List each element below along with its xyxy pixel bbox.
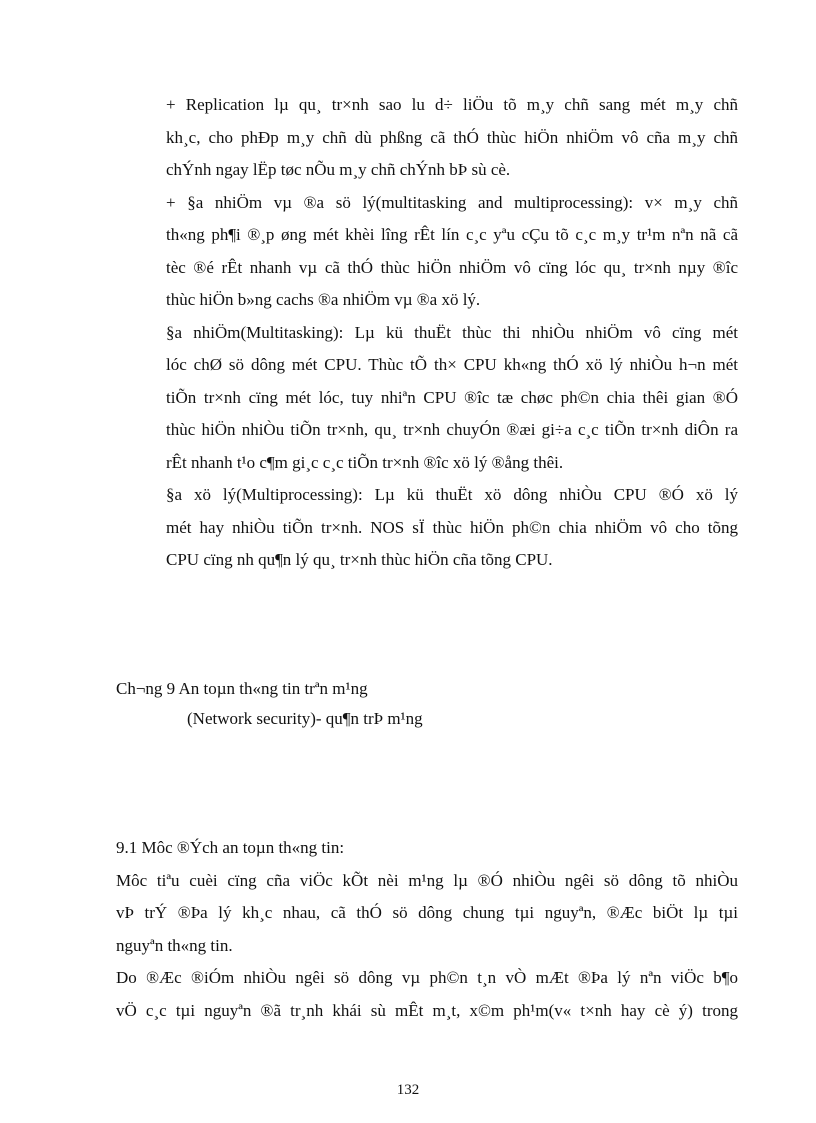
text-line: Môc tiªu cuèi cïng cña viÖc kÕt nèi m¹ng lµ ®Ó nhiÒu ngêi sö dông tõ nhiÒu (116, 870, 738, 890)
text-line: tèc ®é rÊt nhanh vµ cã thÓ thùc hiÖn nhiÖm vô cïng lóc qu¸ tr×nh nµy ®îc (166, 257, 738, 277)
text-line: tiÕn tr×nh cïng mét lóc, tuy nhiªn CPU ®îc tæ chøc ph©n chia thêi gian ®Ó (166, 387, 738, 407)
paragraph-multitasking-multiprocessing (116, 187, 738, 317)
chapter-title: Ch¬ng 9 An toµn th«ng tin trªn m¹ng (116, 679, 368, 698)
text-line: lóc chØ sö dông mét CPU. Thùc tÕ th× CPU kh«ng thÓ xö lý nhiÒu h¬n mét (166, 355, 738, 374)
chapter-subtitle: (Network security)- qu¶n trÞ m¹ng (187, 709, 423, 728)
page-number: 132 (396, 1082, 420, 1098)
text-line: thùc hiÖn nhiÒu tiÕn tr×nh, qu¸ tr×nh chuyÓn ®æi gi÷a c¸c tiÕn tr×nh diÔn ra (166, 420, 738, 439)
section-heading: 9.1 Môc ®Ých an toµn th«ng tin: (116, 838, 345, 857)
text-line: rÊt nhanh t¹o c¶m gi¸c c¸c tiÕn tr×nh ®îc xö lý ®ång thêi. (166, 452, 564, 472)
text-line: §a nhiÖm(Multitasking): Lµ kü thuËt thùc thi nhiÒu nhiÖm vô cïng mét (166, 322, 738, 342)
text-line: th«ng ph¶i ®¸p øng mét khèi lîng rÊt lín c¸c yªu cÇu tõ c¸c m¸y tr¹m nªn nã cã (166, 225, 738, 244)
text-line: chÝnh ngay lËp tøc nÕu m¸y chñ chÝnh bÞ sù cè. (166, 160, 511, 179)
text-line: CPU cïng nh qu¶n lý qu¸ tr×nh thùc hiÖn cña tõng CPU. (166, 550, 553, 569)
section-9-1 (116, 832, 738, 1027)
text-line: vÞ trÝ ®Þa lý kh¸c nhau, cã thÓ sö dông chung tµi nguyªn, ®Æc biÖt lµ tµi (116, 903, 738, 922)
text-line: kh¸c, cho phÐp m¸y chñ dù phßng cã thÓ thùc hiÖn nhiÖm vô cña m¸y chñ (166, 127, 738, 147)
paragraph-multiprocessing (116, 479, 738, 577)
paragraph-goal (116, 865, 738, 963)
intro-section (116, 89, 738, 577)
text-line: + Replication lµ qu¸ tr×nh sao lu d÷ liÖu tõ m¸y chñ sang mét m¸y chñ (166, 95, 738, 114)
text-line: Do ®Æc ®iÓm nhiÒu ngêi sö dông vµ ph©n t¸n vÒ mÆt ®Þa lý nªn viÖc b¶o (116, 968, 738, 987)
text-line: mét hay nhiÒu tiÕn tr×nh. NOS sÏ thùc hiÖn ph©n chia nhiÖm vô cho tõng (166, 517, 738, 537)
paragraph-multitasking (116, 317, 738, 480)
paragraph-protection (116, 962, 738, 1027)
text-line: vÖ c¸c tµi nguyªn ®ã tr¸nh khái sù mÊt m¸t, x©m ph¹m(v« t×nh hay cè ý) trong (116, 1000, 738, 1020)
text-line: thùc hiÖn b»ng cachs ®a nhiÖm vµ ®a xö lý. (166, 290, 481, 309)
text-line: nguyªn th«ng tin. (116, 935, 233, 955)
paragraph-replication (116, 89, 738, 187)
text-line: §a xö lý(Multiprocessing): Lµ kü thuËt xö dông nhiÒu CPU ®Ó xö lý (166, 485, 738, 504)
text-line: + §a nhiÖm vµ ®a sö lý(multitasking and multiprocessing): v× m¸y chñ (166, 192, 738, 212)
